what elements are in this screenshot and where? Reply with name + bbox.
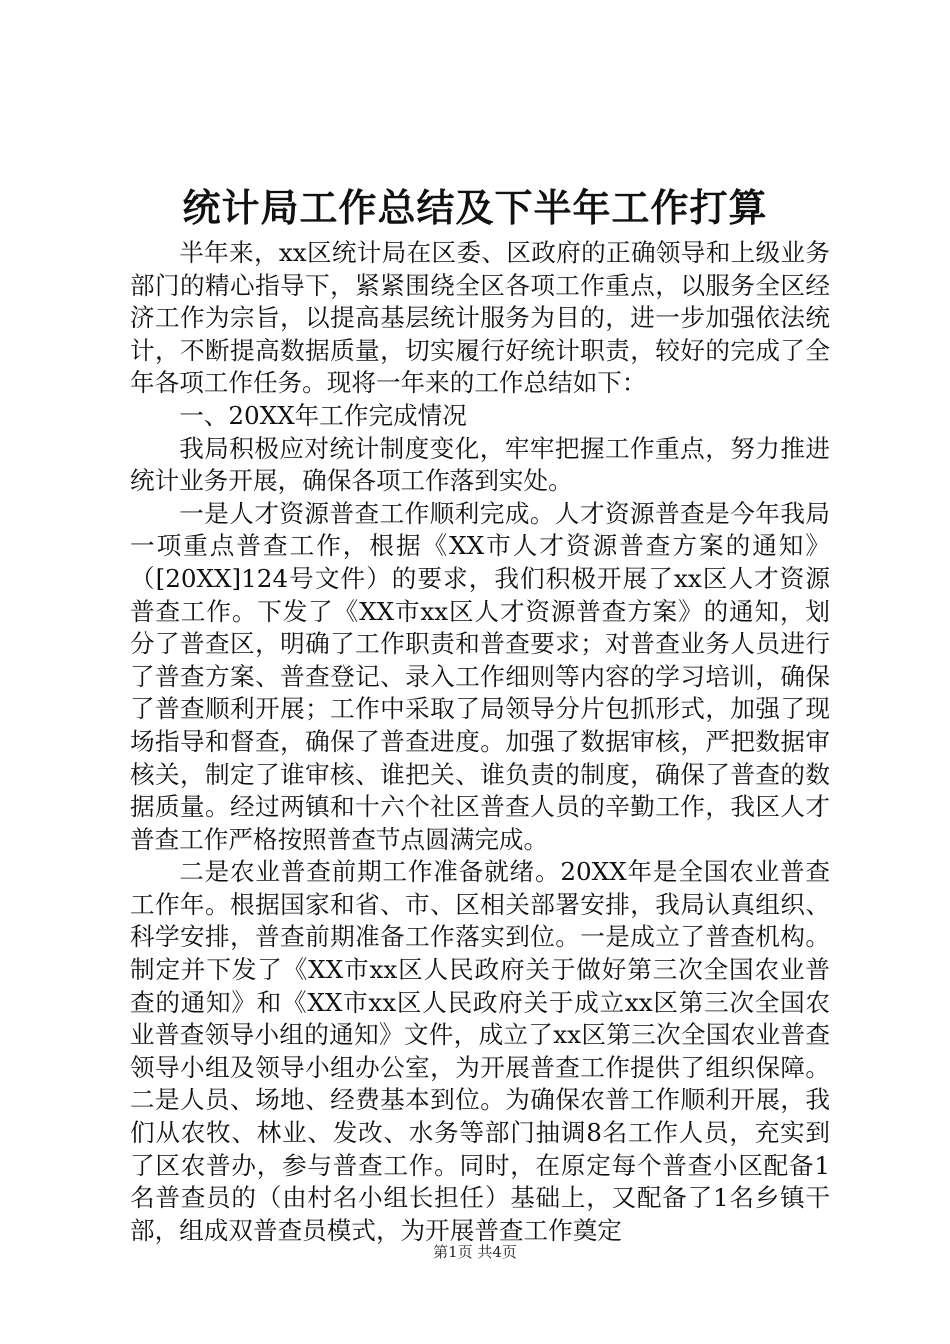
paragraph-talent-census: 一是人才资源普查工作顺利完成。人才资源普查是今年我局一项重点普查工作，根据《XX市人才资源普查方案的通知》（[20XX]124号文件）的要求，我们积极开展了xx区人才资源普查工作。下发了《XX市xx区人才资源普查方案》的通知，划分了普查区，明确了工作职责和普查要求；对普查业务人员进行了普查方案、普查登记、录入工作细则等内容的学习培训，确保了普查顺利开展；工作中采取了局领导分片包抓形式，加强了现场指导和督查，确保了普查进度。加强了数据审核，严把数据审核关，制定了谁审核、谁把关、谁负责的制度，确保了普查的数据质量。经过两镇和十六个社区普查人员的辛勤工作，我区人才普查工作严格按照普查节点圆满完成。	[130, 498, 830, 854]
page-footer: 第1页 共4页	[433, 1243, 517, 1261]
section-heading: 一、20XX年工作完成情况	[179, 400, 467, 430]
document-body	[130, 237, 830, 1247]
paragraph-overview: 我局积极应对统计制度变化，牢牢把握工作重点，努力推进统计业务开展，确保各项工作落到实处。	[130, 433, 830, 496]
paragraph-intro: 半年来，xx区统计局在区委、区政府的正确领导和上级业务部门的精心指导下，紧紧围绕全区各项工作重点，以服务全区经济工作为宗旨，以提高基层统计服务为目的，进一步加强依法统计，不断提高数据质量，切实履行好统计职责，较好的完成了全年各项工作任务。现将一年来的工作总结如下：	[130, 238, 830, 398]
document-title: 统计局工作总结及下半年工作打算	[182, 186, 768, 230]
paragraph-agricultural-census: 二是农业普查前期工作准备就绪。20XX年是全国农业普查工作年。根据国家和省、市、区相关部署安排，我局认真组织、科学安排，普查前期准备工作落实到位。一是成立了普查机构。制定并下发了《XX市xx区人民政府关于做好第三次全国农业普查的通知》和《XX市xx区人民政府关于成立xx区第三次全国农业普查领导小组的通知》文件，成立了xx区第三次全国农业普查领导小组及领导小组办公室，为开展普查工作提供了组织保障。二是人员、场地、经费基本到位。为确保农普工作顺利开展，我们从农牧、林业、发改、水务等部门抽调8名工作人员，充实到了区农普办，参与普查工作。同时，在原定每个普查小区配备1名普查员的（由村名小组长担任）基础上，又配备了1名乡镇干部，组成双普查员模式，为开展普查工作奠定	[130, 857, 830, 1245]
